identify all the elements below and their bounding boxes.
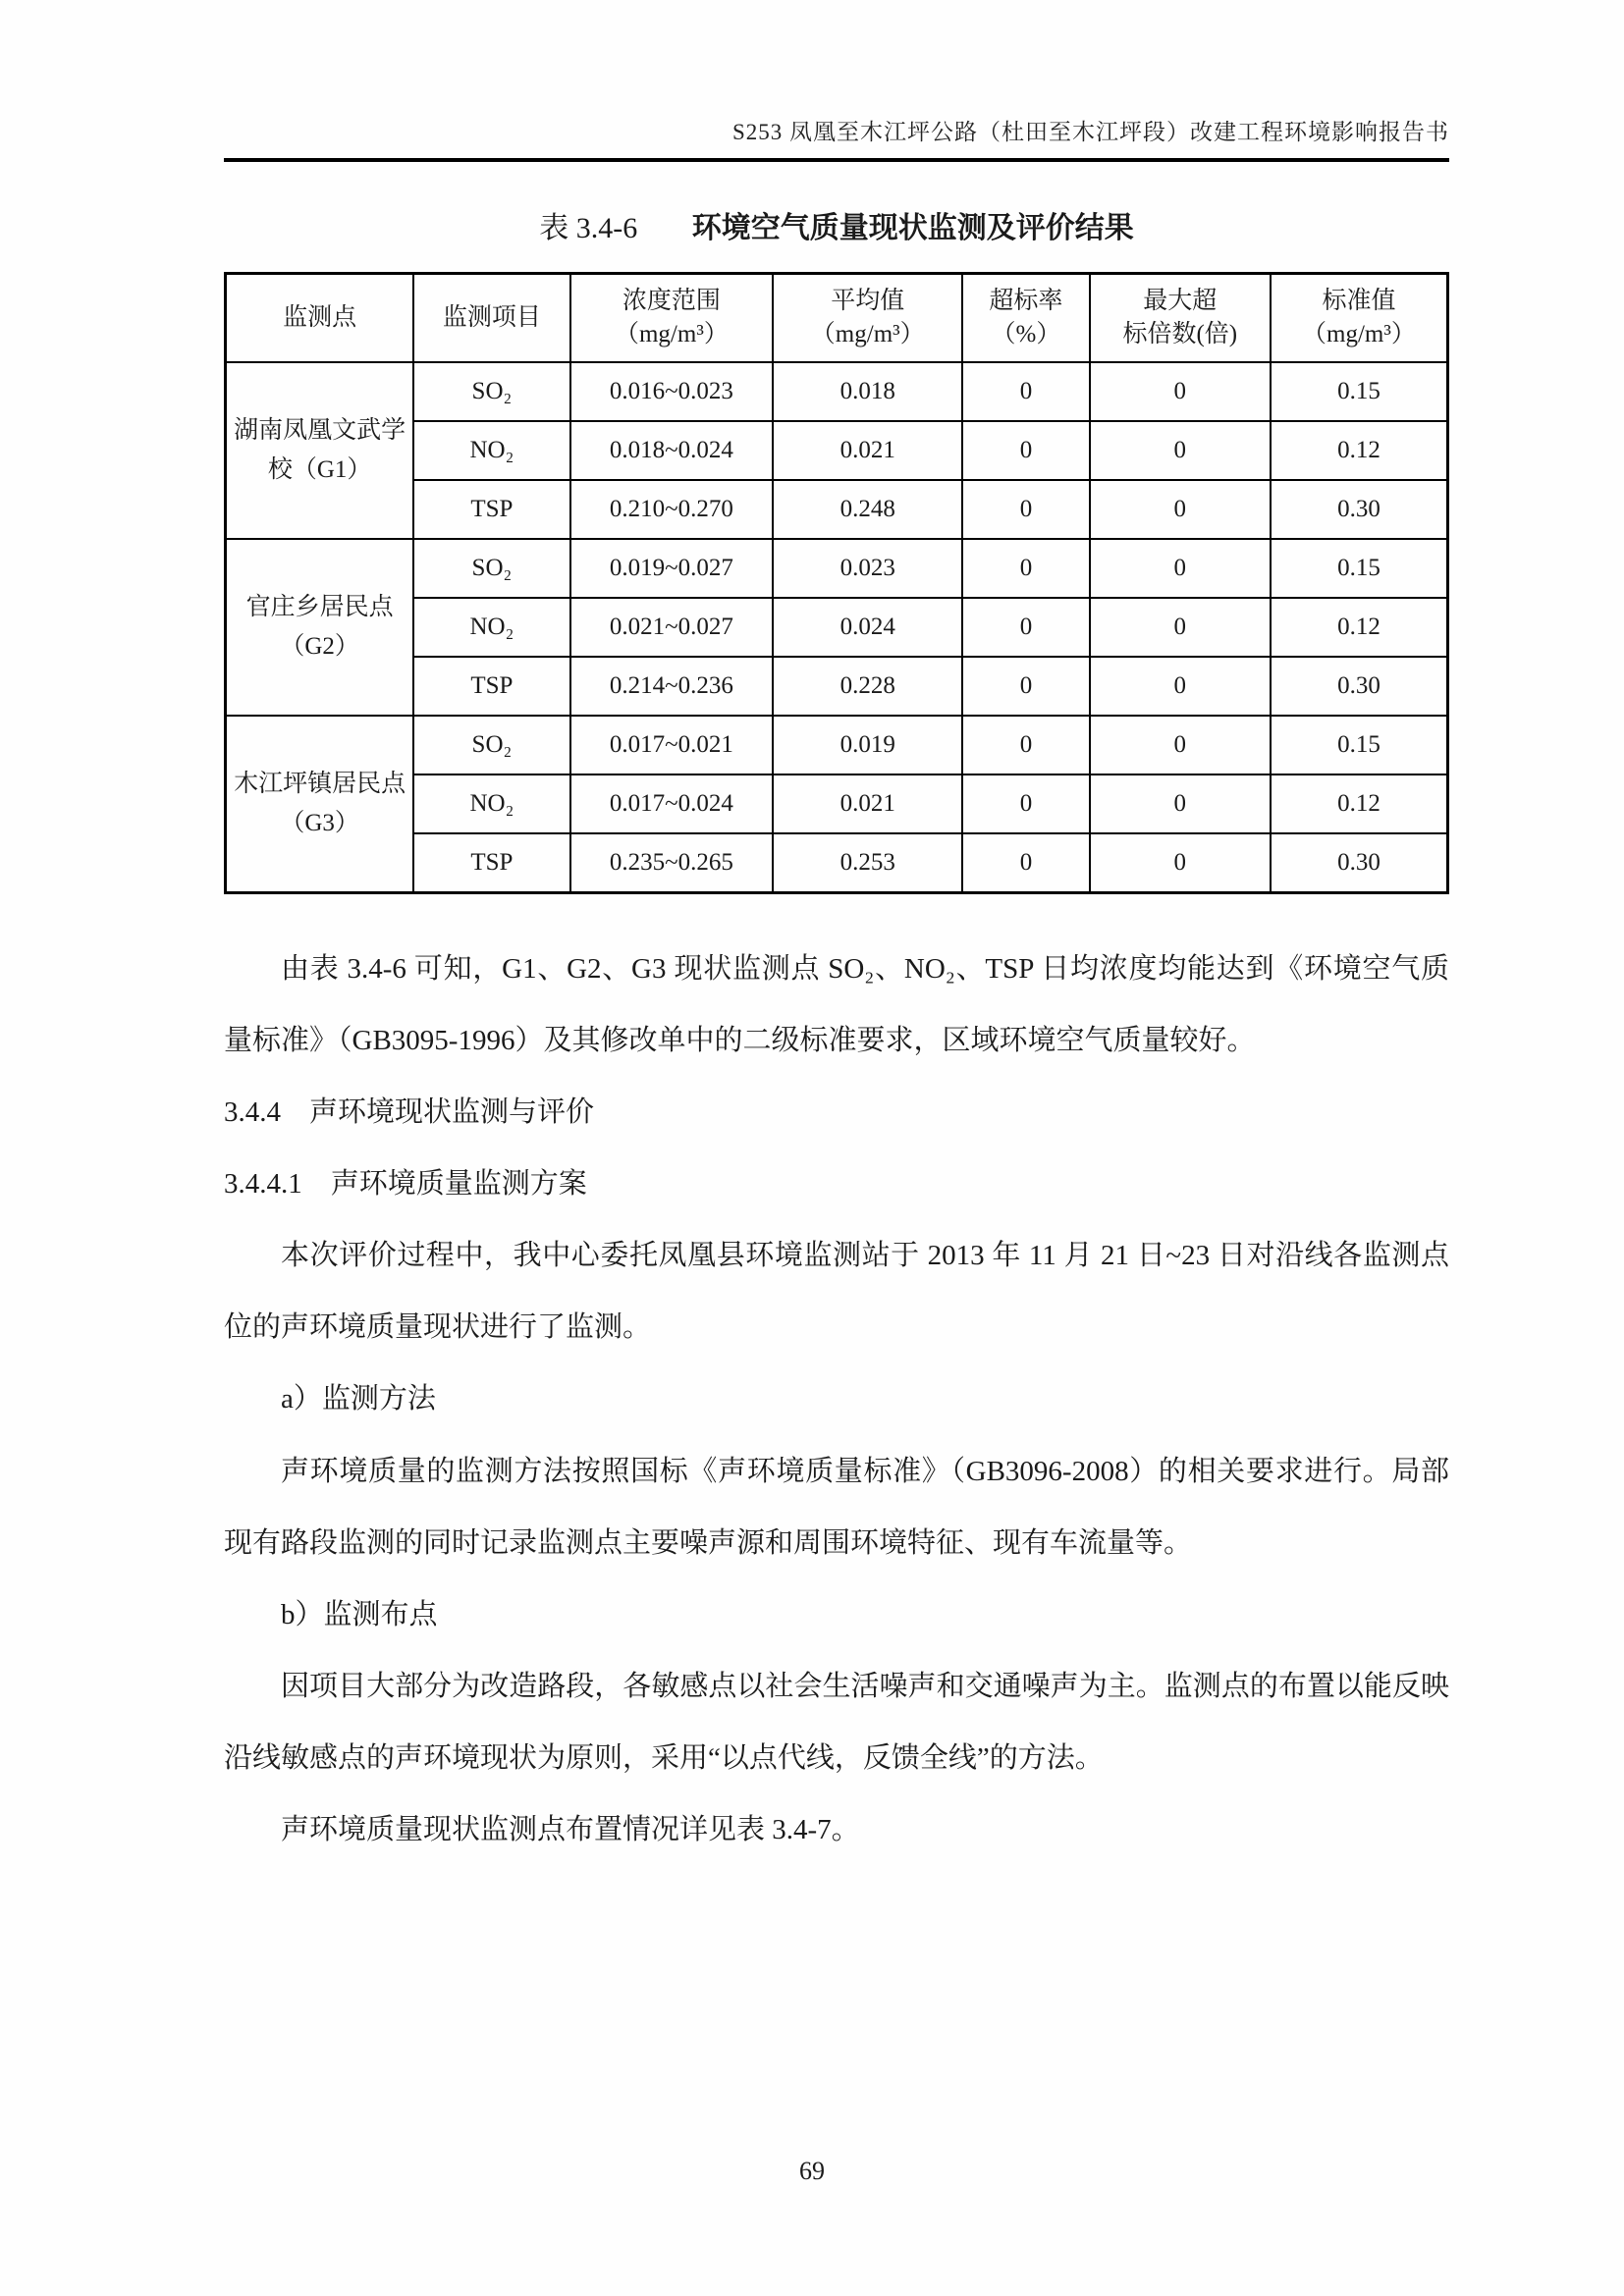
col-header-text: 最大超 (1143, 288, 1218, 315)
report-header (224, 0, 1449, 162)
avg-cell: 0.253 (773, 833, 962, 893)
range-cell: 0.018~0.024 (570, 421, 774, 480)
avg-cell: 0.228 (773, 657, 962, 716)
col-header-text: 超标率 (989, 288, 1063, 315)
item-cell: TSP (413, 833, 569, 893)
table-caption-label: 表 3.4-6 (539, 212, 638, 244)
exceed-rate-cell: 0 (962, 539, 1089, 598)
col-header-text: 浓度范围 (622, 288, 721, 315)
standard-cell: 0.15 (1271, 362, 1448, 421)
col-header-range (570, 274, 774, 363)
range-cell: 0.235~0.265 (570, 833, 774, 893)
col-header-unit: （mg/m³） (810, 321, 925, 347)
item-cell: NO₂ (413, 421, 569, 480)
avg-cell: 0.019 (773, 716, 962, 774)
max-exceed-cell: 0 (1090, 833, 1271, 893)
report-header-text: S253 凤凰至木江坪公路（杜田至木江坪段）改建工程环境影响报告书 (731, 120, 1449, 144)
col-header-unit: 标倍数(倍) (1122, 321, 1238, 347)
site-cell-g2: 官庄乡居民点（G2） (226, 539, 414, 716)
range-cell: 0.017~0.021 (570, 716, 774, 774)
exceed-rate-cell: 0 (962, 774, 1089, 833)
site-cell-g1: 湖南凤凰文武学校（G1） (226, 362, 414, 539)
avg-cell: 0.021 (773, 774, 962, 833)
max-exceed-cell: 0 (1090, 362, 1271, 421)
standard-cell: 0.15 (1271, 539, 1448, 598)
range-cell: 0.017~0.024 (570, 774, 774, 833)
table-row (226, 539, 1448, 598)
section-heading-3-4-4: 3.4.4 声环境现状监测与评价 (224, 1096, 595, 1129)
range-cell: 0.214~0.236 (570, 657, 774, 716)
max-exceed-cell: 0 (1090, 421, 1271, 480)
item-cell: TSP (413, 657, 569, 716)
content-area (224, 0, 1449, 1866)
item-cell: SO₂ (413, 362, 569, 421)
exceed-rate-cell: 0 (962, 833, 1089, 893)
standard-cell: 0.12 (1271, 598, 1448, 657)
range-cell: 0.210~0.270 (570, 480, 774, 539)
paragraph-monitoring-intro: 本次评价过程中，我中心委托凤凰县环境监测站于 2013 年 11 月 21 日~23 日对沿线各监测点位的声环境质量现状进行了监测。 (224, 1240, 1449, 1344)
site-cell-g3: 木江坪镇居民点（G3） (226, 716, 414, 893)
exceed-rate-cell: 0 (962, 598, 1089, 657)
exceed-rate-cell: 0 (962, 421, 1089, 480)
col-header-unit: （mg/m³） (1302, 321, 1416, 347)
paragraph-see-table-347: 声环境质量现状监测点布置情况详见表 3.4-7。 (281, 1813, 860, 1845)
exceed-rate-cell: 0 (962, 657, 1089, 716)
standard-cell: 0.12 (1271, 421, 1448, 480)
avg-cell: 0.248 (773, 480, 962, 539)
table-header-row (226, 274, 1448, 363)
col-header-exceed-rate (962, 274, 1089, 363)
table-row (226, 716, 1448, 774)
table-caption (224, 203, 1449, 246)
body-text (224, 934, 1449, 1866)
col-header-item (413, 274, 569, 363)
max-exceed-cell: 0 (1090, 598, 1271, 657)
list-item-a-monitoring-method: a）监测方法 (281, 1383, 436, 1415)
avg-cell: 0.024 (773, 598, 962, 657)
paragraph-monitoring-method: 声环境质量的监测方法按照国标《声环境质量标准》（GB3096-2008）的相关要求进行。局部现有路段监测的同时记录监测点主要噪声源和周围环境特征、现有车流量等。 (224, 1455, 1449, 1559)
col-header-text: 标准值 (1322, 288, 1396, 315)
air-quality-table (224, 272, 1449, 894)
exceed-rate-cell: 0 (962, 716, 1089, 774)
col-header-unit: （%） (991, 321, 1061, 347)
page-number: 69 (799, 2157, 825, 2185)
item-cell: SO₂ (413, 539, 569, 598)
avg-cell: 0.023 (773, 539, 962, 598)
col-header-standard (1271, 274, 1448, 363)
range-cell: 0.016~0.023 (570, 362, 774, 421)
max-exceed-cell: 0 (1090, 657, 1271, 716)
section-heading-3-4-4-1: 3.4.4.1 声环境质量监测方案 (224, 1168, 587, 1201)
item-cell: SO₂ (413, 716, 569, 774)
paragraph-table-summary: 由表 3.4-6 可知，G1、G2、G3 现状监测点 SO₂、NO₂、TSP 日均浓度均能达到《环境空气质量标准》（GB3095-1996）及其修改单中的二级标准要求，区域环境空气质量较好。 (224, 953, 1449, 1057)
col-header-unit: （mg/m³） (614, 321, 729, 347)
table-caption-title: 环境空气质量现状监测及评价结果 (691, 212, 1134, 244)
col-header-text: 平均值 (831, 288, 905, 315)
list-item-b-monitoring-points: b）监测布点 (281, 1598, 438, 1630)
max-exceed-cell: 0 (1090, 716, 1271, 774)
avg-cell: 0.021 (773, 421, 962, 480)
range-cell: 0.019~0.027 (570, 539, 774, 598)
col-header-average (773, 274, 962, 363)
range-cell: 0.021~0.027 (570, 598, 774, 657)
standard-cell: 0.30 (1271, 833, 1448, 893)
exceed-rate-cell: 0 (962, 480, 1089, 539)
max-exceed-cell: 0 (1090, 539, 1271, 598)
standard-cell: 0.12 (1271, 774, 1448, 833)
paragraph-monitoring-points: 因项目大部分为改造路段，各敏感点以社会生活噪声和交通噪声为主。监测点的布置以能反映沿线敏感点的声环境现状为原则，采用“以点代线，反馈全线”的方法。 (224, 1670, 1449, 1774)
col-header-site (226, 274, 414, 363)
item-cell: NO₂ (413, 598, 569, 657)
standard-cell: 0.15 (1271, 716, 1448, 774)
item-cell: TSP (413, 480, 569, 539)
standard-cell: 0.30 (1271, 480, 1448, 539)
table-row (226, 362, 1448, 421)
col-header-max-exceed (1090, 274, 1271, 363)
max-exceed-cell: 0 (1090, 774, 1271, 833)
max-exceed-cell: 0 (1090, 480, 1271, 539)
col-header-text: 监测点 (283, 304, 357, 332)
avg-cell: 0.018 (773, 362, 962, 421)
item-cell: NO₂ (413, 774, 569, 833)
exceed-rate-cell: 0 (962, 362, 1089, 421)
col-header-text: 监测项目 (442, 304, 541, 332)
standard-cell: 0.30 (1271, 657, 1448, 716)
